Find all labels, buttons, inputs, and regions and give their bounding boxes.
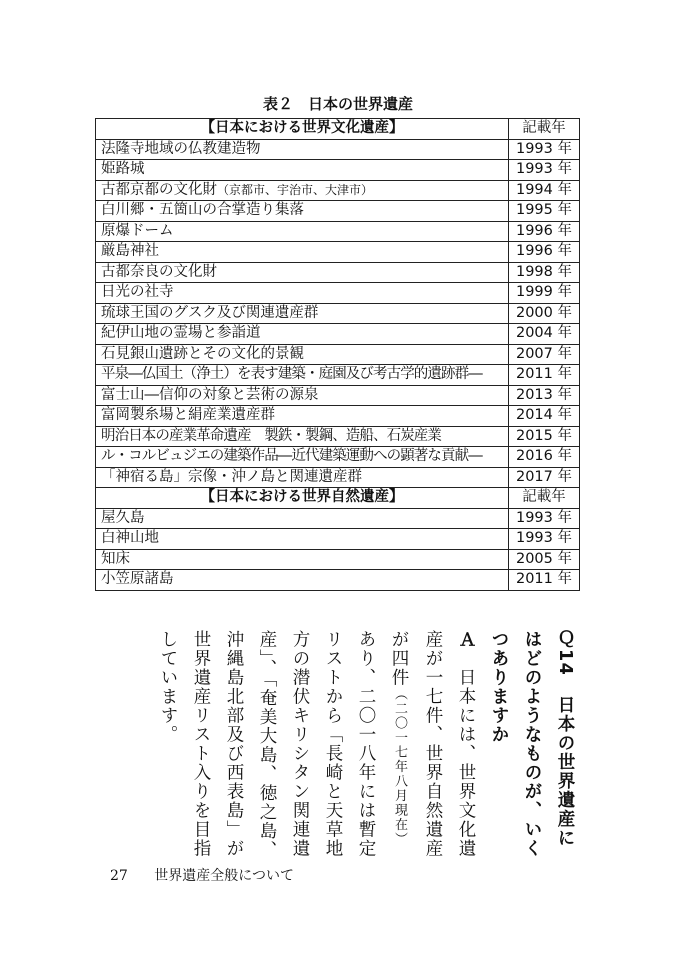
table-row [96,508,580,529]
candidate-site-2: 「奄美大島、徳之島、沖縄島北部及び西表島」 [224,630,277,860]
table-row [96,549,580,570]
inscription-year: 2011 年 [509,365,580,386]
site-name: 法隆寺地域の仏教建造物 [96,139,509,160]
table-caption: 表２ 日本の世界遺産 [262,95,413,113]
table-row [96,570,580,591]
answer-text-2: あり、二〇一八年には暫定リストから [323,630,376,858]
inscription-year: 1999 年 [509,283,580,304]
site-name: ル・コルビュジエの建築作品―近代建築運動への顕著な貢献― [96,447,509,468]
question-text: 日本の世界遺産にはどのようなものが、いくつありますか [489,630,575,858]
table-row [96,262,580,283]
site-name: 紀伊山地の霊場と参詣道 [96,324,509,345]
table-row [96,344,580,365]
candidate-site-1: 「長崎と天草地方の潜伏キリシタン関連遺産」 [257,630,343,858]
inscription-year: 2011 年 [509,570,580,591]
year-column-header: 記載年 [509,488,580,509]
site-name: 白神山地 [96,529,509,550]
site-name: 「神宿る島」宗像・沖ノ島と関連遺産群 [96,467,509,488]
inscription-year: 2014 年 [509,406,580,427]
table-row [96,303,580,324]
site-name: 富士山―信仰の対象と芸術の源泉 [96,385,509,406]
table-row [96,406,580,427]
natural-section-header: 【日本における世界自然遺産】 [96,488,509,509]
answer-block [158,630,476,860]
inscription-year: 1993 年 [509,160,580,181]
year-column-header: 記載年 [509,119,580,140]
table-row [96,447,580,468]
answer-text-1: 日本には、世界文化遺産が一七件、世界自然遺産が四件 [389,630,476,858]
page-footer [110,865,294,885]
site-name: 姫路城 [96,160,509,181]
inscription-year: 2000 年 [509,303,580,324]
answer-date-note: （二〇一七年八月現在） [392,687,407,847]
table-row [96,242,580,263]
table-row [96,467,580,488]
inscription-year: 1998 年 [509,262,580,283]
site-name: 石見銀山遺跡とその文化的景観 [96,344,509,365]
inscription-year: 2016 年 [509,447,580,468]
table-row [96,139,580,160]
separator: 、 [257,659,277,679]
inscription-year: 2005 年 [509,549,580,570]
inscription-year: 1996 年 [509,242,580,263]
site-name: 屋久島 [96,508,509,529]
table-row [96,529,580,550]
site-name: 古都奈良の文化財 [96,262,509,283]
inscription-year: 1993 年 [509,139,580,160]
question-number: Ｑ14 [555,630,575,677]
table-row [96,283,580,304]
table-row [96,201,580,222]
answer-text-3: が世界遺産リスト入りを目指しています。 [158,630,244,858]
cultural-header-row [96,119,580,140]
site-name: 原爆ドーム [96,221,509,242]
inscription-year: 2017 年 [509,467,580,488]
inscription-year: 1995 年 [509,201,580,222]
page-number: 27 [110,868,128,884]
inscription-year: 2015 年 [509,426,580,447]
natural-header-row [96,488,580,509]
qa-vertical-text [151,630,581,862]
table-row [96,160,580,181]
site-name: 白川郷・五箇山の合掌造り集落 [96,201,509,222]
inscription-year: 1996 年 [509,221,580,242]
site-name [96,180,509,201]
world-heritage-table [95,118,580,591]
table-row [96,385,580,406]
inscription-year: 2004 年 [509,324,580,345]
site-name: 日光の社寺 [96,283,509,304]
site-name: 富岡製糸場と絹産業遺産群 [96,406,509,427]
site-name: 琉球王国のグスク及び関連遺産群 [96,303,509,324]
question-block [489,630,575,858]
cultural-section-header: 【日本における世界文化遺産】 [96,119,509,140]
site-name: 平泉―仏国土（浄土）を表す建築・庭園及び考古学的遺跡群― [96,365,509,386]
inscription-year: 1993 年 [509,529,580,550]
site-name: 小笠原諸島 [96,570,509,591]
site-name: 知床 [96,549,509,570]
table-row [96,324,580,345]
site-name: 厳島神社 [96,242,509,263]
inscription-year: 2007 年 [509,344,580,365]
site-name-main: 古都京都の文化財 [101,181,217,198]
answer-label: Ａ [456,630,476,649]
table-row [96,180,580,201]
running-section-title: 世界遺産全般について [154,868,295,884]
inscription-year: 2013 年 [509,385,580,406]
table-row [96,221,580,242]
table-row [96,365,580,386]
site-name-note: （京都市、宇治市、大津市） [217,182,374,197]
site-name: 明治日本の産業革命遺産 製鉄・製鋼、造船、石炭産業 [96,426,509,447]
table-row [96,426,580,447]
inscription-year: 1994 年 [509,180,580,201]
inscription-year: 1993 年 [509,508,580,529]
